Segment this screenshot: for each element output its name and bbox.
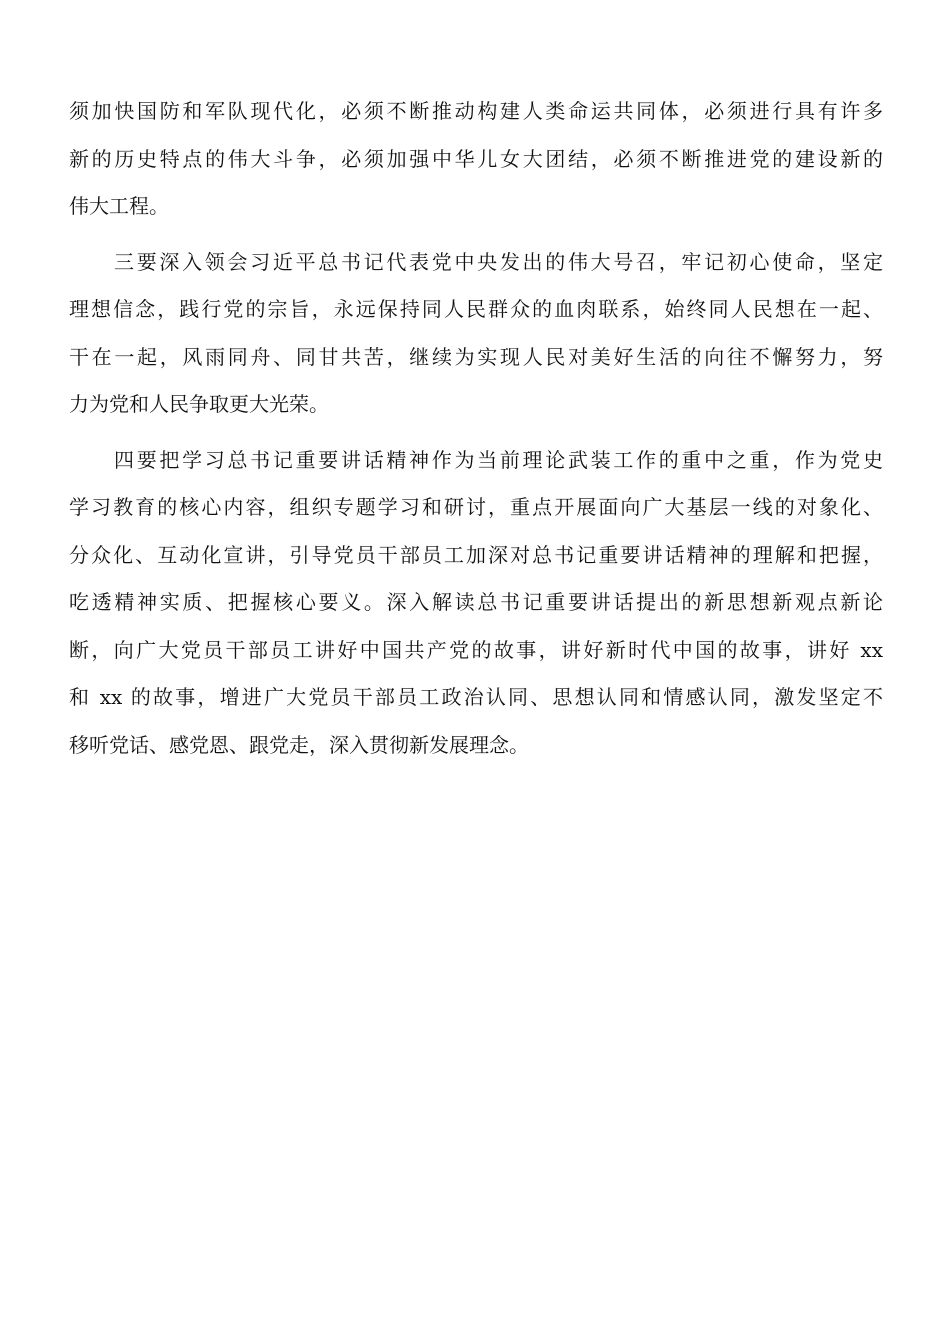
paragraph-line: 学习教育的核心内容，组织专题学习和研讨，重点开展面向广大基层一线的对象化、 — [69, 495, 883, 519]
paragraph-line: 伟大工程。 — [69, 194, 169, 218]
paragraph-line: 断，向广大党员干部员工讲好中国共产党的故事，讲好新时代中国的故事，讲好 xx — [69, 637, 883, 662]
paragraph-3 — [69, 437, 883, 770]
paragraph-line: 和 xx 的故事，增进广大党员干部员工政治认同、思想认同和情感认同，激发坚定不 — [69, 685, 883, 709]
paragraph-2 — [69, 239, 883, 429]
paragraph-line: 分众化、互动化宣讲，引导党员干部员工加深对总书记重要讲话精神的理解和把握， — [69, 542, 883, 567]
paragraph-line: 力为党和人民争取更大光荣。 — [69, 392, 329, 416]
paragraph-line: 四要把学习总书记重要讲话精神作为当前理论武装工作的重中之重，作为党史 — [114, 447, 883, 472]
paragraph-line: 三要深入领会习近平总书记代表党中央发出的伟大号召，牢记初心使命，坚定 — [114, 249, 883, 274]
paragraph-line: 理想信念，践行党的宗旨，永远保持同人民群众的血肉联系，始终同人民想在一起、 — [69, 297, 883, 321]
paragraph-line: 移听党话、感党恩、跟党走，深入贯彻新发展理念。 — [69, 732, 529, 757]
document-body — [69, 88, 883, 769]
paragraph-line: 吃透精神实质、把握核心要义。深入解读总书记重要讲话提出的新思想新观点新论 — [69, 590, 883, 614]
paragraph-line: 须加快国防和军队现代化，必须不断推动构建人类命运共同体，必须进行具有许多 — [69, 99, 883, 123]
paragraph-line: 新的历史特点的伟大斗争，必须加强中华儿女大团结，必须不断推进党的建设新的 — [69, 146, 883, 171]
paragraph-line: 干在一起，风雨同舟、同甘共苦，继续为实现人民对美好生活的向往不懈努力，努 — [69, 344, 883, 369]
paragraph-1 — [69, 88, 883, 231]
